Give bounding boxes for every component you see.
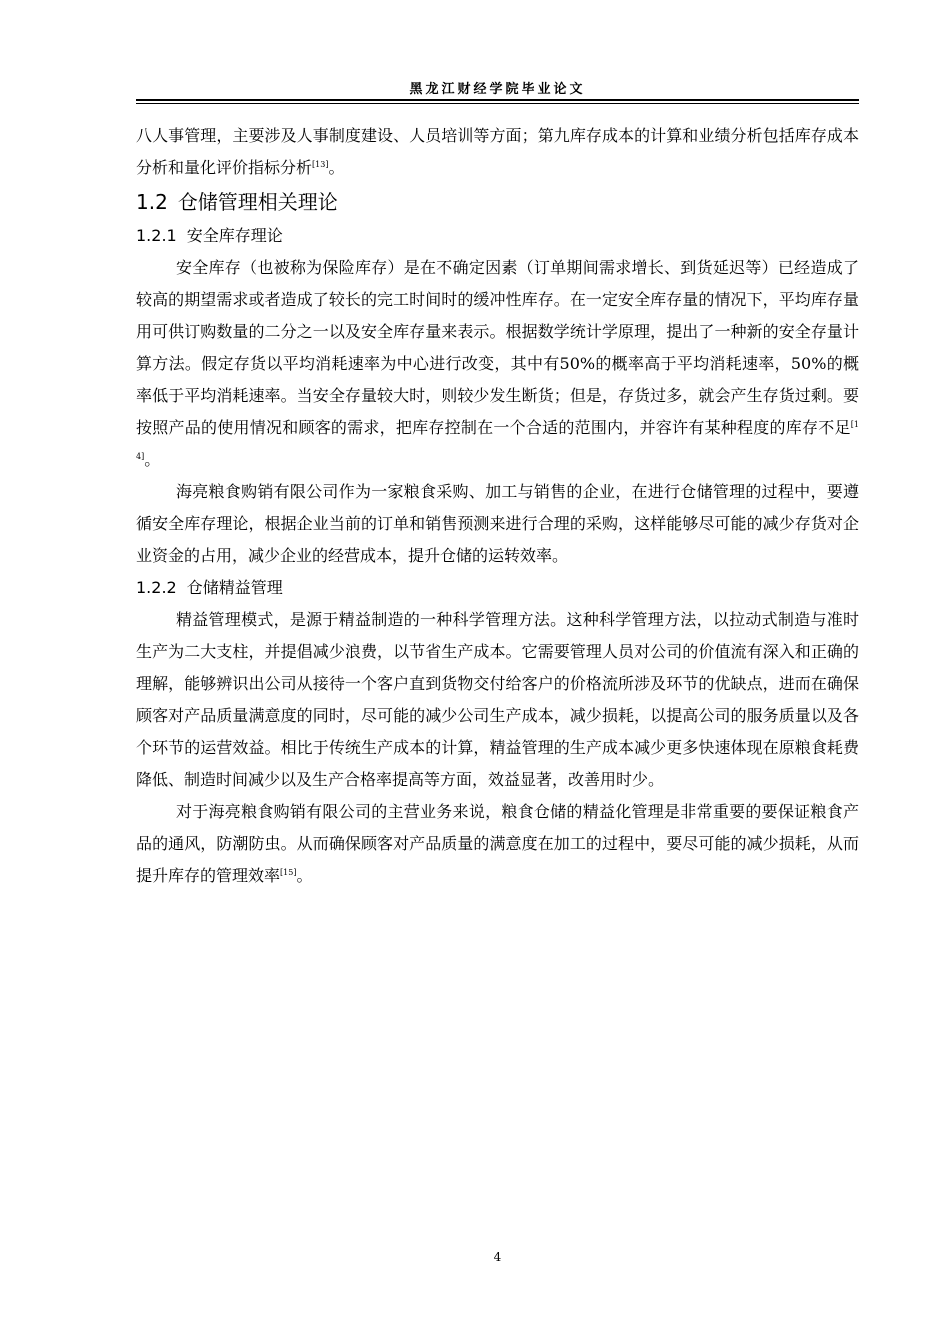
- subsection-heading-1-2-2: 1.2.2 仓储精益管理: [136, 578, 283, 597]
- header-rule-thick: [136, 99, 859, 101]
- page-body: [136, 120, 859, 892]
- page-number: 4: [493, 1250, 502, 1264]
- paragraph-hailiang-safety: 海亮粮食购销有限公司作为一家粮食采购、加工与销售的企业，在进行仓储管理的过程中，要遵循安全库存理论，根据企业当前的订单和销售预测来进行合理的采购，这样能够尽可能的减少存货对企业资金的占用，减少企业的经营成本，提升仓储的运转效率。: [136, 482, 859, 565]
- paragraph-continuation: 八人事管理，主要涉及人事制度建设、人员培训等方面；第九库存成本的计算和业绩分析包括库存成本分析和量化评价指标分析[13]。: [136, 126, 859, 177]
- paragraph-lean-management: 精益管理模式，是源于精益制造的一种科学管理方法。这种科学管理方法，以拉动式制造与准时生产为二大支柱，并提倡减少浪费，以节省生产成本。它需要管理人员对公司的价值流有深入和正确的理解，能够辨识出公司从接待一个客户直到货物交付给客户的价格流所涉及环节的优缺点，进而在确保顾客对产品质量满意度的同时，尽可能的减少公司生产成本，减少损耗，以提高公司的服务质量以及各个环节的运营效益。相比于传统生产成本的计算，精益管理的生产成本减少更多快速体现在原粮食耗费降低、制造时间减少以及生产合格率提高等方面，效益显著，改善用时少。: [136, 610, 859, 789]
- subsection-heading-1-2-1: 1.2.1 安全库存理论: [136, 226, 283, 245]
- section-heading-1-2: 1.2 仓储管理相关理论: [136, 190, 338, 214]
- citation-13: [13]: [312, 160, 329, 169]
- citation-15: [15]: [280, 868, 297, 877]
- header-rule-thin: [136, 103, 859, 104]
- running-header: 黑龙江财经学院毕业论文: [409, 82, 586, 97]
- citation-14: [14]: [136, 420, 859, 461]
- paragraph-hailiang-lean: 对于海亮粮食购销有限公司的主营业务来说，粮食仓储的精益化管理是非常重要的要保证粮食产品的通风，防潮防虫。从而确保顾客对产品质量的满意度在加工的过程中，要尽可能的减少损耗，从而提升库存的管理效率[15]。: [136, 802, 859, 885]
- paragraph-safety-stock: 安全库存（也被称为保险库存）是在不确定因素（订单期间需求增长、到货延迟等）已经造成了较高的期望需求或者造成了较长的完工时间时的缓冲性库存。在一定安全库存量的情况下，平均库存量用可供订购数量的二分之一以及安全库存量来表示。根据数学统计学原理，提出了一种新的安全存量计算方法。假定存货以平均消耗速率为中心进行改变，其中有50%的概率高于平均消耗速率，50%的概率低于平均消耗速率。当安全存量较大时，则较少发生断货；但是，存货过多，就会产生存货过剩。要按照产品的使用情况和顾客的需求，把库存控制在一个合适的范围内，并容许有某种程度的库存不足[14]。: [136, 258, 859, 469]
